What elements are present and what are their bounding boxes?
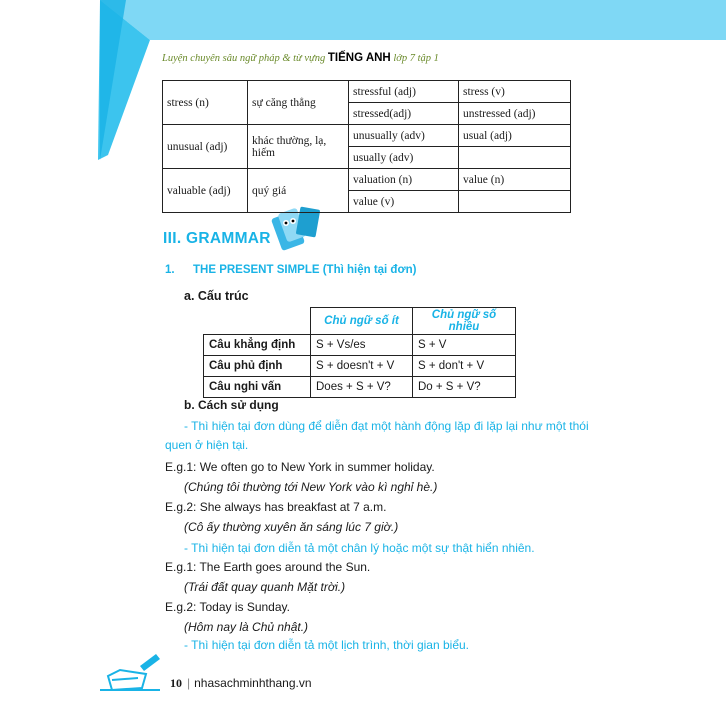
vocab-form: stress (v) <box>459 81 571 103</box>
page-footer <box>170 676 312 691</box>
cell-plural: Do + S + V? <box>413 377 516 398</box>
row-label: Câu phủ định <box>204 356 311 377</box>
table-row <box>163 81 571 103</box>
subsection-number: 1. <box>165 264 175 276</box>
structure-label: a. Cấu trúc <box>184 289 249 303</box>
table-row <box>163 169 571 191</box>
cell-singular: S + doesn't + V <box>311 356 413 377</box>
vocab-meaning: quý giá <box>248 169 349 213</box>
header-series: Luyện chuyên sâu ngữ pháp & từ vựng <box>162 53 326 64</box>
cell-singular: S + Vs/es <box>311 335 413 356</box>
vocab-meaning: sự căng thẳng <box>248 81 349 125</box>
vocab-form <box>459 147 571 169</box>
cell-plural: S + don't + V <box>413 356 516 377</box>
subsection-text: THE PRESENT SIMPLE (Thì hiện tại đơn) <box>193 264 417 276</box>
top-banner-band <box>100 0 726 40</box>
usage-label: b. Cách sử dụng <box>184 398 279 412</box>
cell-plural: S + V <box>413 335 516 356</box>
example-3-translation: (Trái đất quay quanh Mặt trời.) <box>184 580 346 594</box>
cell-singular: Does + S + V? <box>311 377 413 398</box>
vocab-word: unusual (adj) <box>163 125 248 169</box>
footer-book-pen-icon <box>108 654 160 690</box>
example-4: E.g.2: Today is Sunday. <box>165 600 290 614</box>
example-2: E.g.2: She always has breakfast at 7 a.m. <box>165 500 387 514</box>
example-3: E.g.1: The Earth goes around the Sun. <box>165 560 371 574</box>
structure-table <box>203 307 516 398</box>
example-4-translation: (Hôm nay là Chủ nhật.) <box>184 620 309 634</box>
vocab-form: unstressed (adj) <box>459 103 571 125</box>
table-row <box>204 356 516 377</box>
header-grade: lớp 7 tập 1 <box>393 53 439 64</box>
book-mascot-icon <box>271 206 320 251</box>
vocabulary-table <box>162 80 571 213</box>
example-2-translation: (Cô ấy thường xuyên ăn sáng lúc 7 giờ.) <box>184 520 399 534</box>
example-1: E.g.1: We often go to New York in summer holiday. <box>165 460 435 474</box>
vocab-form: stressed(adj) <box>349 103 459 125</box>
vocab-word: stress (n) <box>163 81 248 125</box>
vocab-form: unusually (adv) <box>349 125 459 147</box>
vocab-form: value (n) <box>459 169 571 191</box>
row-label: Câu nghi vấn <box>204 377 311 398</box>
vocab-form: valuation (n) <box>349 169 459 191</box>
usage-rule-2: - Thì hiện tại đơn diễn tả một chân lý hoặc một sự thật hiển nhiên. <box>184 541 535 555</box>
table-row <box>163 125 571 147</box>
table-row <box>204 308 516 335</box>
vocab-form: usual (adj) <box>459 125 571 147</box>
vocab-meaning: khác thường, lạ, hiếm <box>248 125 349 169</box>
table-corner <box>204 308 311 335</box>
header-subject: TIẾNG ANH <box>327 52 391 64</box>
row-label: Câu khẳng định <box>204 335 311 356</box>
vocab-form: value (v) <box>349 191 459 213</box>
header-plural: Chủ ngữ số nhiều <box>413 308 516 335</box>
header-singular: Chủ ngữ số ít <box>311 308 413 335</box>
usage-rule-3: - Thì hiện tại đơn diễn tả một lịch trình, thời gian biểu. <box>184 638 470 652</box>
vocab-form <box>459 191 571 213</box>
page-number: 10 <box>170 676 182 690</box>
section-title: III. GRAMMAR <box>163 230 271 247</box>
footer-separator: | <box>187 676 191 690</box>
usage-rule-1-cont: quen ở hiện tại. <box>165 438 249 452</box>
vocab-word: valuable (adj) <box>163 169 248 213</box>
example-1-translation: (Chúng tôi thường tới New York vào kì nghỉ hè.) <box>184 480 438 494</box>
usage-rule-1: - Thì hiện tại đơn dùng để diễn đạt một hành động lặp đi lặp lại như một thói <box>184 419 589 433</box>
footer-website: nhasachminhthang.vn <box>194 676 312 690</box>
running-header <box>162 52 439 64</box>
table-row <box>204 335 516 356</box>
table-row <box>204 377 516 398</box>
subsection-title <box>165 264 417 276</box>
vocab-form: stressful (adj) <box>349 81 459 103</box>
vocab-form: usually (adv) <box>349 147 459 169</box>
